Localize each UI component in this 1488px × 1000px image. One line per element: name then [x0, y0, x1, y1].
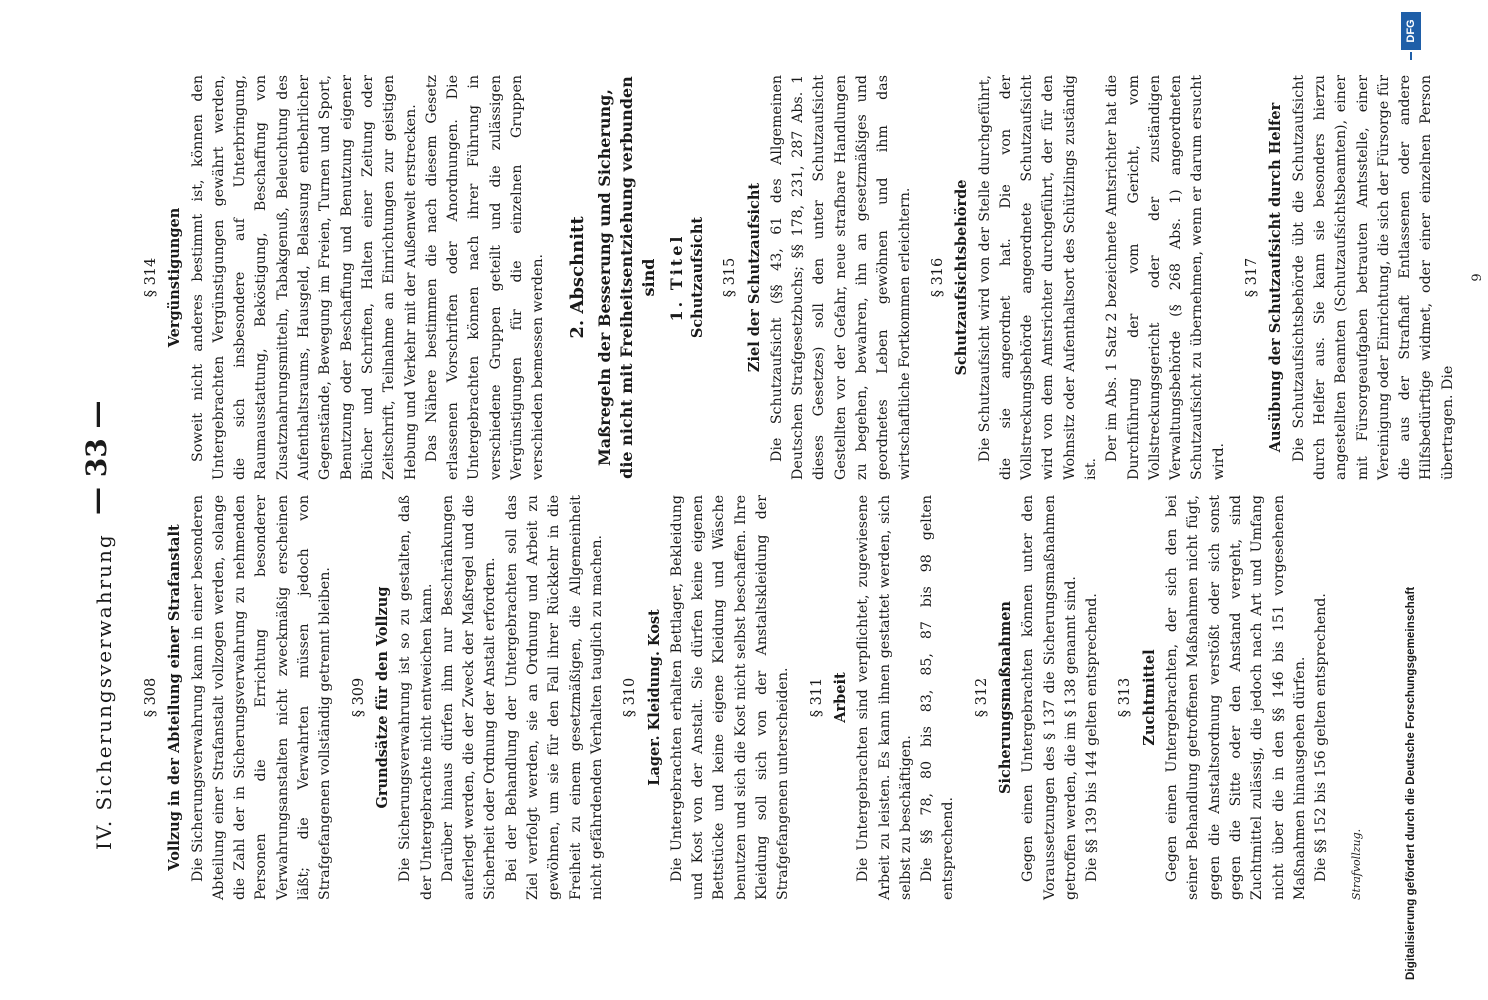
section-heading-309: Grundsätze für den Vollzug: [373, 586, 391, 809]
dfg-credit-bar: [1395, 0, 1434, 1000]
chapter-number: 2. Abschnitt: [566, 216, 588, 339]
left-column: [135, 495, 1368, 900]
section-paragraph-309-3: Bei der Behandlung der Untergebrachten soll das Ziel verfolgt werden, sie an Ordnung und Arbeit zu gewöhnen, um sie für den Fall ihrer Rückkehr in die Freiheit zu einem gesetzmäßigen, die Allgemeinheit nicht gefährdenden Verhalten tauglich zu machen.: [503, 495, 605, 900]
section-heading-313: Zuchtmittel: [1140, 649, 1158, 746]
section-heading-310: Lager. Kleidung. Kost: [645, 609, 663, 786]
section-paragraph-312-2: Die §§ 139 bis 144 gelten entsprechend.: [1084, 593, 1101, 882]
section-number-313: § 313: [1117, 677, 1134, 718]
section-paragraph-314-2: Das Nähere bestimmen die nach diesem Gesetz erlassenen Vorschriften oder Anordnungen. Die Untergebrachten können nach ihrer Führung in verschiedene Gruppen geteilt und die zulässigen Vergünstigungen für die einzelnen Gruppen verschieden bemessen werden.: [423, 75, 547, 480]
page-number: — 33 —: [80, 400, 113, 515]
section-number-308: § 308: [143, 677, 159, 718]
section-text-317: Die Schutzaufsichtsbehörde übt die Schutzaufsicht durch Helfer aus. Sie kann sie besonders hierzu angestellten Beamten (Schutzaufsichtsbeamten), einer mit Fürsorgeaufgaben betrauten Amtsstelle, einer Vereinigung oder Einrichtung, die sich der Fürsorge für die aus der Strafhaft Entlassenen oder andere Hilfsbedürftige widmet, oder einer einzelnen Person übertragen. Die: [1290, 75, 1456, 480]
printer-signature: 9: [1470, 273, 1486, 282]
digitization-credit: Digitalisierung gefördert durch die Deutsche Forschungsgemeinschaft: [1405, 586, 1417, 980]
section-text-308: Die Sicherungsverwahrung kann in einer besonderen Abteilung einer Strafanstalt vollzogen werden, solange die Zahl der in Sicherungsverwahrung zu nehmenden Personen die Errichtung besonderer Verwahrungsanstalten nicht zweckmäßig erscheinen läßt; die Verwahrten müssen jedoch von Strafgefangenen vollständig getrennt bleiben.: [189, 495, 334, 900]
section-paragraph-313-1: Gegen einen Untergebrachten, der sich den bei seiner Behandlung getroffenen Maßnahmen nicht fügt, gegen die Anstaltsordnung verstößt oder sich sonst gegen die Sitte oder den Anstand vergeht, sind Zuchtmittel zulässig, die jedoch nach Art und Umfang nicht über die in den §§ 146 bis 151 vorgesehenen Maßnahmen hinausgehen dürfen.: [1164, 495, 1308, 900]
section-number-311: § 311: [808, 677, 825, 718]
section-heading-315: Ziel der Schutzaufsicht: [745, 182, 763, 373]
section-paragraph-309-2: Darüber hinaus dürfen ihm nur Beschränkungen auferlegt werden, die der Zweck der Maßregel und die Sicherheit oder Ordnung der Anstalt erfordern.: [439, 495, 499, 900]
section-paragraph-313-2: Die §§ 152 bis 156 gelten entsprechend.: [1313, 593, 1330, 882]
page-header: [70, 0, 125, 1000]
running-section-title: IV. Sicherungsverwahrung: [92, 533, 116, 850]
dfg-logo-mark: DFG: [1401, 12, 1421, 50]
section-number-314: § 314: [143, 257, 159, 298]
section-paragraph-311-1: Die Untergebrachten sind verpflichtet, zugewiesene Arbeit zu leisten. Es kann ihnen gestattet werden, sich selbst zu beschäftigen.: [855, 495, 914, 900]
section-text-310: Die Untergebrachten erhalten Bettlager, Bekleidung und Kost von der Anstalt. Sie dürfen keine eigenen Bettstücke und keine eigene Kleidung und Wäsche benutzen und sich die Kost nicht selbst beschaffen. Ihre Kleidung soll sich von der Anstaltskleidung der Strafgefangenen unterscheiden.: [668, 495, 792, 900]
section-heading-312: Sicherungsmaßnahmen: [996, 601, 1014, 794]
section-heading-308: Vollzug in der Abteilung einer Strafanstalt: [166, 524, 184, 871]
chapter-title: Maßregeln der Besserung und Sicherung, die nicht mit Freiheitsentziehung verbunden sind: [594, 76, 658, 479]
section-paragraph-314-1: Soweit nicht anderes bestimmt ist, können den Untergebrachten Vergünstigungen gewährt werden, die sich insbesondere auf Unterbringung, Raumausstattung, Beköstigung, Beschaffung von Zusatznahrungsmitteln, Tabakgenuß, Beleuchtung des Aufenthaltsraums, Hausgeld, Belassung entbehrlicher Gegenstände, Bewegung im Freien, Turnen und Sport, Benutzung oder Beschaffung und Benutzung eigener Bücher und Schriften, Halten einer Zeitung oder Zeitschrift, Teilnahme an Einrichtungen zur geistigen Hebung und Verkehr mit der Außenwelt erstrecken.: [189, 75, 419, 480]
section-number-317: § 317: [1244, 257, 1261, 298]
dfg-logo-dash: [1410, 52, 1412, 60]
dfg-logo: [1399, 10, 1425, 60]
section-number-315: § 315: [722, 257, 739, 298]
section-paragraph-312-1: Gegen einen Untergebrachten können unter den Voraussetzungen des § 137 die Sicherungsmaßnahmen getroffen werden, die im § 138 genannt sind.: [1020, 495, 1079, 900]
section-number-312: § 312: [973, 677, 990, 718]
section-paragraph-316-2: Der im Abs. 1 Satz 2 bezeichnete Amtsrichter hat die Durchführung der vom Gericht, vom Vollstreckungsgericht oder der zuständigen Verwaltungsbehörde (§ 268 Abs. 1) angeordneten Schutzaufsicht zu übernehmen, wenn er darum ersucht wird.: [1104, 75, 1227, 480]
section-number-316: § 316: [929, 257, 946, 298]
section-paragraph-309-1: Die Sicherungsverwahrung ist so zu gestalten, daß der Untergebrachte nicht entweichen kann.: [397, 495, 435, 900]
subchapter-number: 1. Titel: [666, 233, 686, 322]
section-paragraph-316-1: Die Schutzaufsicht wird von der Stelle durchgeführt, die sie angeordnet hat. Die von der Vollstreckungsbehörde angeordnete Schutzaufsicht wird von dem Amtsrichter durchgeführt, der für den Wohnsitz oder Aufenthaltsort des Schützlings zuständig ist.: [976, 75, 1099, 480]
right-column: [135, 75, 1488, 480]
section-number-310: § 310: [622, 677, 639, 718]
footer-note: Strafvollzug.: [1350, 828, 1364, 900]
subchapter-title: Schutzaufsicht: [688, 216, 706, 339]
section-heading-314: Vergünstigungen: [166, 207, 184, 348]
section-heading-317: Ausübung der Schutzaufsicht durch Helfer: [1267, 102, 1285, 453]
section-text-315: Die Schutzaufsicht (§§ 43, 61 des Allgemeinen Deutschen Strafgesetzbuchs; §§ 178, 231, 287 Abs. 1 dieses Gesetzes) soll den unter Schutzaufsicht Gestellten vor der Gefahr, neue strafbare Handlungen zu begehen, bewahren, ihn an gesetzmäßiges und geordnetes Leben gewöhnen und ihm das wirtschaftliche Fortkommen erleichtern.: [768, 75, 913, 480]
section-number-309: § 309: [350, 677, 367, 718]
section-heading-311: Arbeit: [831, 672, 849, 723]
section-paragraph-311-2: Die §§ 78, 80 bis 83, 85, 87 bis 98 gelten entsprechend.: [919, 495, 957, 900]
section-heading-316: Schutzaufsichtsbehörde: [953, 179, 971, 376]
